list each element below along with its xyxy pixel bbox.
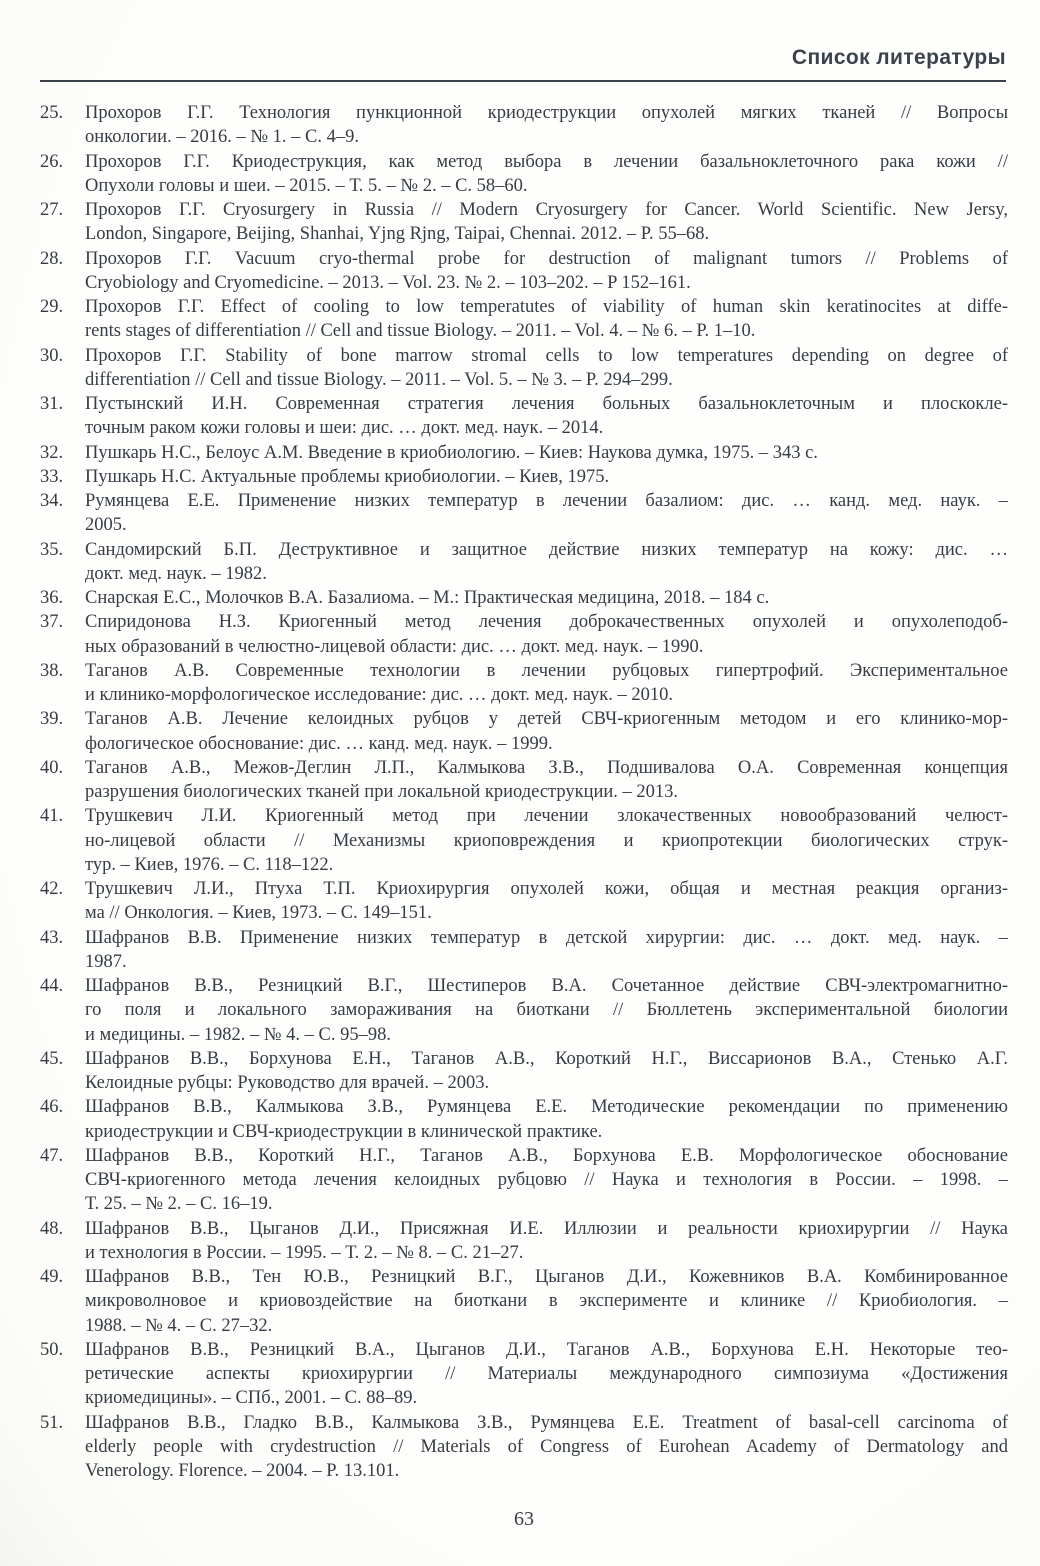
reference-number: 34. xyxy=(40,491,64,511)
reference-item xyxy=(40,392,1008,441)
reference-item xyxy=(40,974,1008,1047)
reference-line: разрушения биологических тканей при локальной криодеструкции. – 2013. xyxy=(85,782,679,802)
reference-line: 2005. xyxy=(85,515,127,536)
reference-line: микроволновое и криовоздействие на биоткани в эксперименте и клинике // Криобиология. – xyxy=(85,1291,1008,1312)
reference-number: 41. xyxy=(40,806,64,827)
reference-number: 47. xyxy=(40,1145,64,1166)
reference-line: elderly people with crydestruction // Materials of Congress of Eurohean Academy of Dermatology and xyxy=(85,1436,1008,1457)
reference-text xyxy=(85,586,1008,610)
reference-line: ретические аспекты криохирургии // Материалы международного симпозиума «Достижения xyxy=(85,1364,1008,1384)
reference-text xyxy=(85,344,1008,393)
reference-number: 43. xyxy=(40,927,64,948)
reference-text xyxy=(85,1265,1008,1338)
reference-text xyxy=(85,877,1008,926)
reference-number: 29. xyxy=(40,297,64,317)
reference-item xyxy=(40,1338,1008,1411)
reference-text xyxy=(85,295,1008,344)
reference-text xyxy=(85,804,1008,877)
reference-item xyxy=(40,1095,1008,1144)
running-head-title: Список литературы xyxy=(791,46,1006,69)
reference-line: ных образований в челюстно-лицевой области: дис. … докт. мед. наук. – 1990. xyxy=(85,636,704,657)
reference-text xyxy=(85,659,1008,708)
reference-item xyxy=(40,465,1008,489)
reference-line: ма // Онкология. – Киев, 1973. – С. 149–151. xyxy=(85,903,432,924)
reference-number: 28. xyxy=(40,248,64,269)
reference-text xyxy=(85,1095,1008,1144)
reference-number: 44. xyxy=(40,976,64,996)
reference-line: докт. мед. наук. – 1982. xyxy=(85,563,267,584)
reference-text xyxy=(85,1144,1008,1217)
reference-item xyxy=(40,1411,1008,1484)
reference-line: и клинико-морфологическое исследование: дис. … докт. мед. наук. – 2010. xyxy=(85,685,674,705)
reference-number: 39. xyxy=(40,709,64,730)
reference-line: Снарская Е.С., Молочков В.А. Базалиома. – М.: Практическая медицина, 2018. – 184 с. xyxy=(85,588,770,608)
reference-line: Сандомирский Б.П. Деструктивное и защитное действие низких температур на кожу: дис. … xyxy=(85,539,1008,560)
reference-line: rents stages of differentiation // Cell and tissue Biology. – 2011. – Vol. 4. – № 6. – P. 1–10. xyxy=(85,321,756,342)
reference-item xyxy=(40,538,1008,587)
reference-number: 48. xyxy=(40,1218,64,1239)
reference-item xyxy=(40,610,1008,659)
reference-line: Шафранов В.В., Резницкий В.А., Цыганов Д.И., Таганов А.В., Борхунова Е.Н. Некоторые тео- xyxy=(85,1339,1008,1360)
reference-item xyxy=(40,1144,1008,1217)
reference-item xyxy=(40,756,1008,805)
reference-text xyxy=(85,198,1008,247)
reference-number: 35. xyxy=(40,539,64,560)
reference-line: 1988. – № 4. – С. 27–32. xyxy=(85,1315,273,1336)
page-number: 63 xyxy=(514,1508,534,1530)
reference-line: Шафранов В.В., Резницкий В.Г., Шестиперов В.А. Сочетанное действие СВЧ-электромагнитно- xyxy=(85,976,1008,996)
reference-number: 25. xyxy=(40,103,64,123)
reference-line: Прохоров Г.Г. Vacuum cryo-thermal probe for destruction of malignant tumors // Problems of xyxy=(85,248,1008,269)
reference-line: Пушкарь Н.С., Белоус А.М. Введение в криобиологию. – Киев: Наукова думка, 1975. – 343 с. xyxy=(85,442,818,463)
reference-text xyxy=(85,101,1008,150)
reference-item xyxy=(40,295,1008,344)
reference-item xyxy=(40,804,1008,877)
reference-number: 26. xyxy=(40,151,64,172)
reference-line: онкологии. – 2016. – № 1. – С. 4–9. xyxy=(85,127,359,148)
page-header xyxy=(40,46,1006,82)
reference-line: Пушкарь Н.С. Актуальные проблемы криобиологии. – Киев, 1975. xyxy=(85,466,610,487)
reference-line: и медицины. – 1982. – № 4. – С. 95–98. xyxy=(85,1024,392,1045)
reference-item xyxy=(40,1217,1008,1266)
reference-line: differentiation // Cell and tissue Biology. – 2011. – Vol. 5. – № 3. – P. 294–299. xyxy=(85,369,673,390)
reference-text xyxy=(85,974,1008,1047)
reference-text xyxy=(85,610,1008,659)
reference-text xyxy=(85,247,1008,296)
reference-line: Пустынский И.Н. Современная стратегия лечения больных базальноклеточным и плоскокле- xyxy=(85,394,1008,414)
reference-line: Таганов А.В., Межов-Деглин Л.П., Калмыкова З.В., Подшивалова О.А. Современная концепция xyxy=(85,757,1008,778)
header-rule xyxy=(40,80,1006,82)
reference-text xyxy=(85,538,1008,587)
reference-line: Трушкевич Л.И., Птуха Т.П. Криохирургия опухолей кожи, общая и местная реакция организ- xyxy=(85,879,1008,899)
reference-line: Шафранов В.В., Борхунова Е.Н., Таганов А.В., Короткий Н.Г., Виссарионов В.А., Стенько А.Г. xyxy=(85,1048,1008,1069)
reference-line: тур. – Киев, 1976. – С. 118–122. xyxy=(85,854,334,875)
reference-number: 30. xyxy=(40,345,64,366)
reference-line: Румянцева Е.Е. Применение низких температур в лечении базалиом: дис. … канд. мед. наук. – xyxy=(85,491,1008,511)
reference-text xyxy=(85,392,1008,441)
reference-line: Cryobiology and Cryomedicine. – 2013. – Vol. 23. № 2. – 103–202. – P 152–161. xyxy=(85,272,691,293)
reference-text xyxy=(85,1217,1008,1266)
reference-item xyxy=(40,1265,1008,1338)
reference-text xyxy=(85,707,1008,756)
reference-line: Прохоров Г.Г. Stability of bone marrow stromal cells to low temperatures depending on degree of xyxy=(85,345,1008,366)
reference-text xyxy=(85,926,1008,975)
reference-number: 42. xyxy=(40,879,64,899)
reference-item xyxy=(40,101,1008,150)
reference-line: Трушкевич Л.И. Криогенный метод при лечении злокачественных новообразований челюст- xyxy=(85,806,1008,827)
reference-line: Шафранов В.В. Применение низких температур в детской хирургии: дис. … докт. мед. наук. – xyxy=(85,927,1008,948)
reference-text xyxy=(85,465,1008,489)
reference-line: Шафранов В.В., Тен Ю.В., Резницкий В.Г., Цыганов Д.И., Кожевников В.А. Комбинированное xyxy=(85,1267,1008,1287)
reference-line: Прохоров Г.Г. Effect of cooling to low temperatutes of viability of human skin keratinocites at diffe- xyxy=(85,297,1008,317)
reference-line: Келоидные рубцы: Руководство для врачей. – 2003. xyxy=(85,1073,490,1093)
reference-item xyxy=(40,150,1008,199)
reference-line: криодеструкции и СВЧ-криодеструкции в клинической практике. xyxy=(85,1121,603,1142)
reference-text xyxy=(85,1047,1008,1096)
reference-item xyxy=(40,586,1008,610)
reference-item xyxy=(40,926,1008,975)
page-footer xyxy=(40,1506,1008,1532)
reference-number: 38. xyxy=(40,660,64,681)
reference-line: 1987. xyxy=(85,951,127,972)
reference-item xyxy=(40,489,1008,538)
reference-number: 36. xyxy=(40,588,64,608)
reference-text xyxy=(85,150,1008,199)
reference-line: СВЧ-криогенного метода лечения келоидных рубцовю // Наука и технология в России. – 1998. – xyxy=(85,1170,1008,1190)
reference-line: Спиридонова Н.З. Криогенный метод лечения доброкачественных опухолей и опухолеподоб- xyxy=(85,612,1008,633)
reference-number: 33. xyxy=(40,466,64,487)
reference-list xyxy=(40,101,1008,1483)
reference-text xyxy=(85,756,1008,805)
reference-item xyxy=(40,707,1008,756)
reference-text xyxy=(85,1338,1008,1411)
reference-line: Шафранов В.В., Гладко В.В., Калмыкова З.В., Румянцева Е.Е. Treatment of basal-cell carcinoma of xyxy=(85,1412,1008,1433)
reference-number: 51. xyxy=(40,1412,64,1433)
reference-line: Шафранов В.В., Цыганов Д.И., Присяжная И.Е. Иллюзии и реальности криохирургии // Наука xyxy=(85,1218,1008,1239)
reference-number: 27. xyxy=(40,200,64,220)
reference-number: 37. xyxy=(40,612,64,633)
reference-line: Т. 25. – № 2. – С. 16–19. xyxy=(85,1194,273,1215)
reference-line: Прохоров Г.Г. Технология пункционной криодеструкции опухолей мягких тканей // Вопросы xyxy=(85,103,1008,123)
reference-item xyxy=(40,198,1008,247)
reference-line: Прохоров Г.Г. Cryosurgery in Russia // Modern Cryosurgery for Cancer. World Scientific. New Jersy, xyxy=(85,200,1008,220)
reference-line: криомедицины». – СПб., 2001. – С. 88–89. xyxy=(85,1388,418,1409)
reference-line: Шафранов В.В., Калмыкова З.В., Румянцева Е.Е. Методические рекомендации по применению xyxy=(85,1097,1008,1118)
reference-number: 45. xyxy=(40,1048,64,1069)
reference-number: 46. xyxy=(40,1097,64,1118)
reference-line: Опухоли головы и шеи. – 2015. – Т. 5. – № 2. – С. 58–60. xyxy=(85,175,528,196)
reference-item xyxy=(40,441,1008,465)
reference-item xyxy=(40,877,1008,926)
reference-item xyxy=(40,659,1008,708)
reference-line: Прохоров Г.Г. Криодеструкция, как метод выбора в лечении базальноклеточного рака кожи // xyxy=(85,151,1008,172)
reference-line: точным раком кожи головы и шеи: дис. … докт. мед. наук. – 2014. xyxy=(85,418,604,439)
reference-line: London, Singapore, Beijing, Shanhai, Yjng Rjng, Taipai, Chennai. 2012. – P. 55–68. xyxy=(85,224,710,245)
reference-line: Venerology. Florence. – 2004. – P. 13.101. xyxy=(85,1461,400,1481)
reference-number: 49. xyxy=(40,1267,64,1287)
reference-text xyxy=(85,441,1008,465)
reference-text xyxy=(85,489,1008,538)
reference-line: Шафранов В.В., Короткий Н.Г., Таганов А.В., Борхунова Е.В. Морфологическое обоснование xyxy=(85,1145,1008,1166)
reference-number: 50. xyxy=(40,1339,64,1360)
reference-item xyxy=(40,1047,1008,1096)
reference-number: 32. xyxy=(40,442,64,463)
reference-item xyxy=(40,247,1008,296)
reference-number: 31. xyxy=(40,394,64,414)
reference-line: Таганов А.В. Современные технологии в лечении рубцовых гипертрофий. Экспериментальное xyxy=(85,660,1008,681)
reference-item xyxy=(40,344,1008,393)
reference-line: и технология в России. – 1995. – Т. 2. – № 8. – С. 21–27. xyxy=(85,1242,524,1263)
reference-line: но-лицевой области // Механизмы криоповреждения и криопротекции биологических струк- xyxy=(85,830,1008,851)
reference-line: го поля и локального замораживания на биоткани // Бюллетень экспериментальной биологии xyxy=(85,1000,1008,1021)
reference-text xyxy=(85,1411,1008,1484)
reference-line: фологическое обоснование: дис. … канд. мед. наук. – 1999. xyxy=(85,733,553,754)
reference-line: Таганов А.В. Лечение келоидных рубцов у детей СВЧ-криогенным методом и его клинико-мор- xyxy=(85,709,1008,730)
reference-number: 40. xyxy=(40,757,64,778)
